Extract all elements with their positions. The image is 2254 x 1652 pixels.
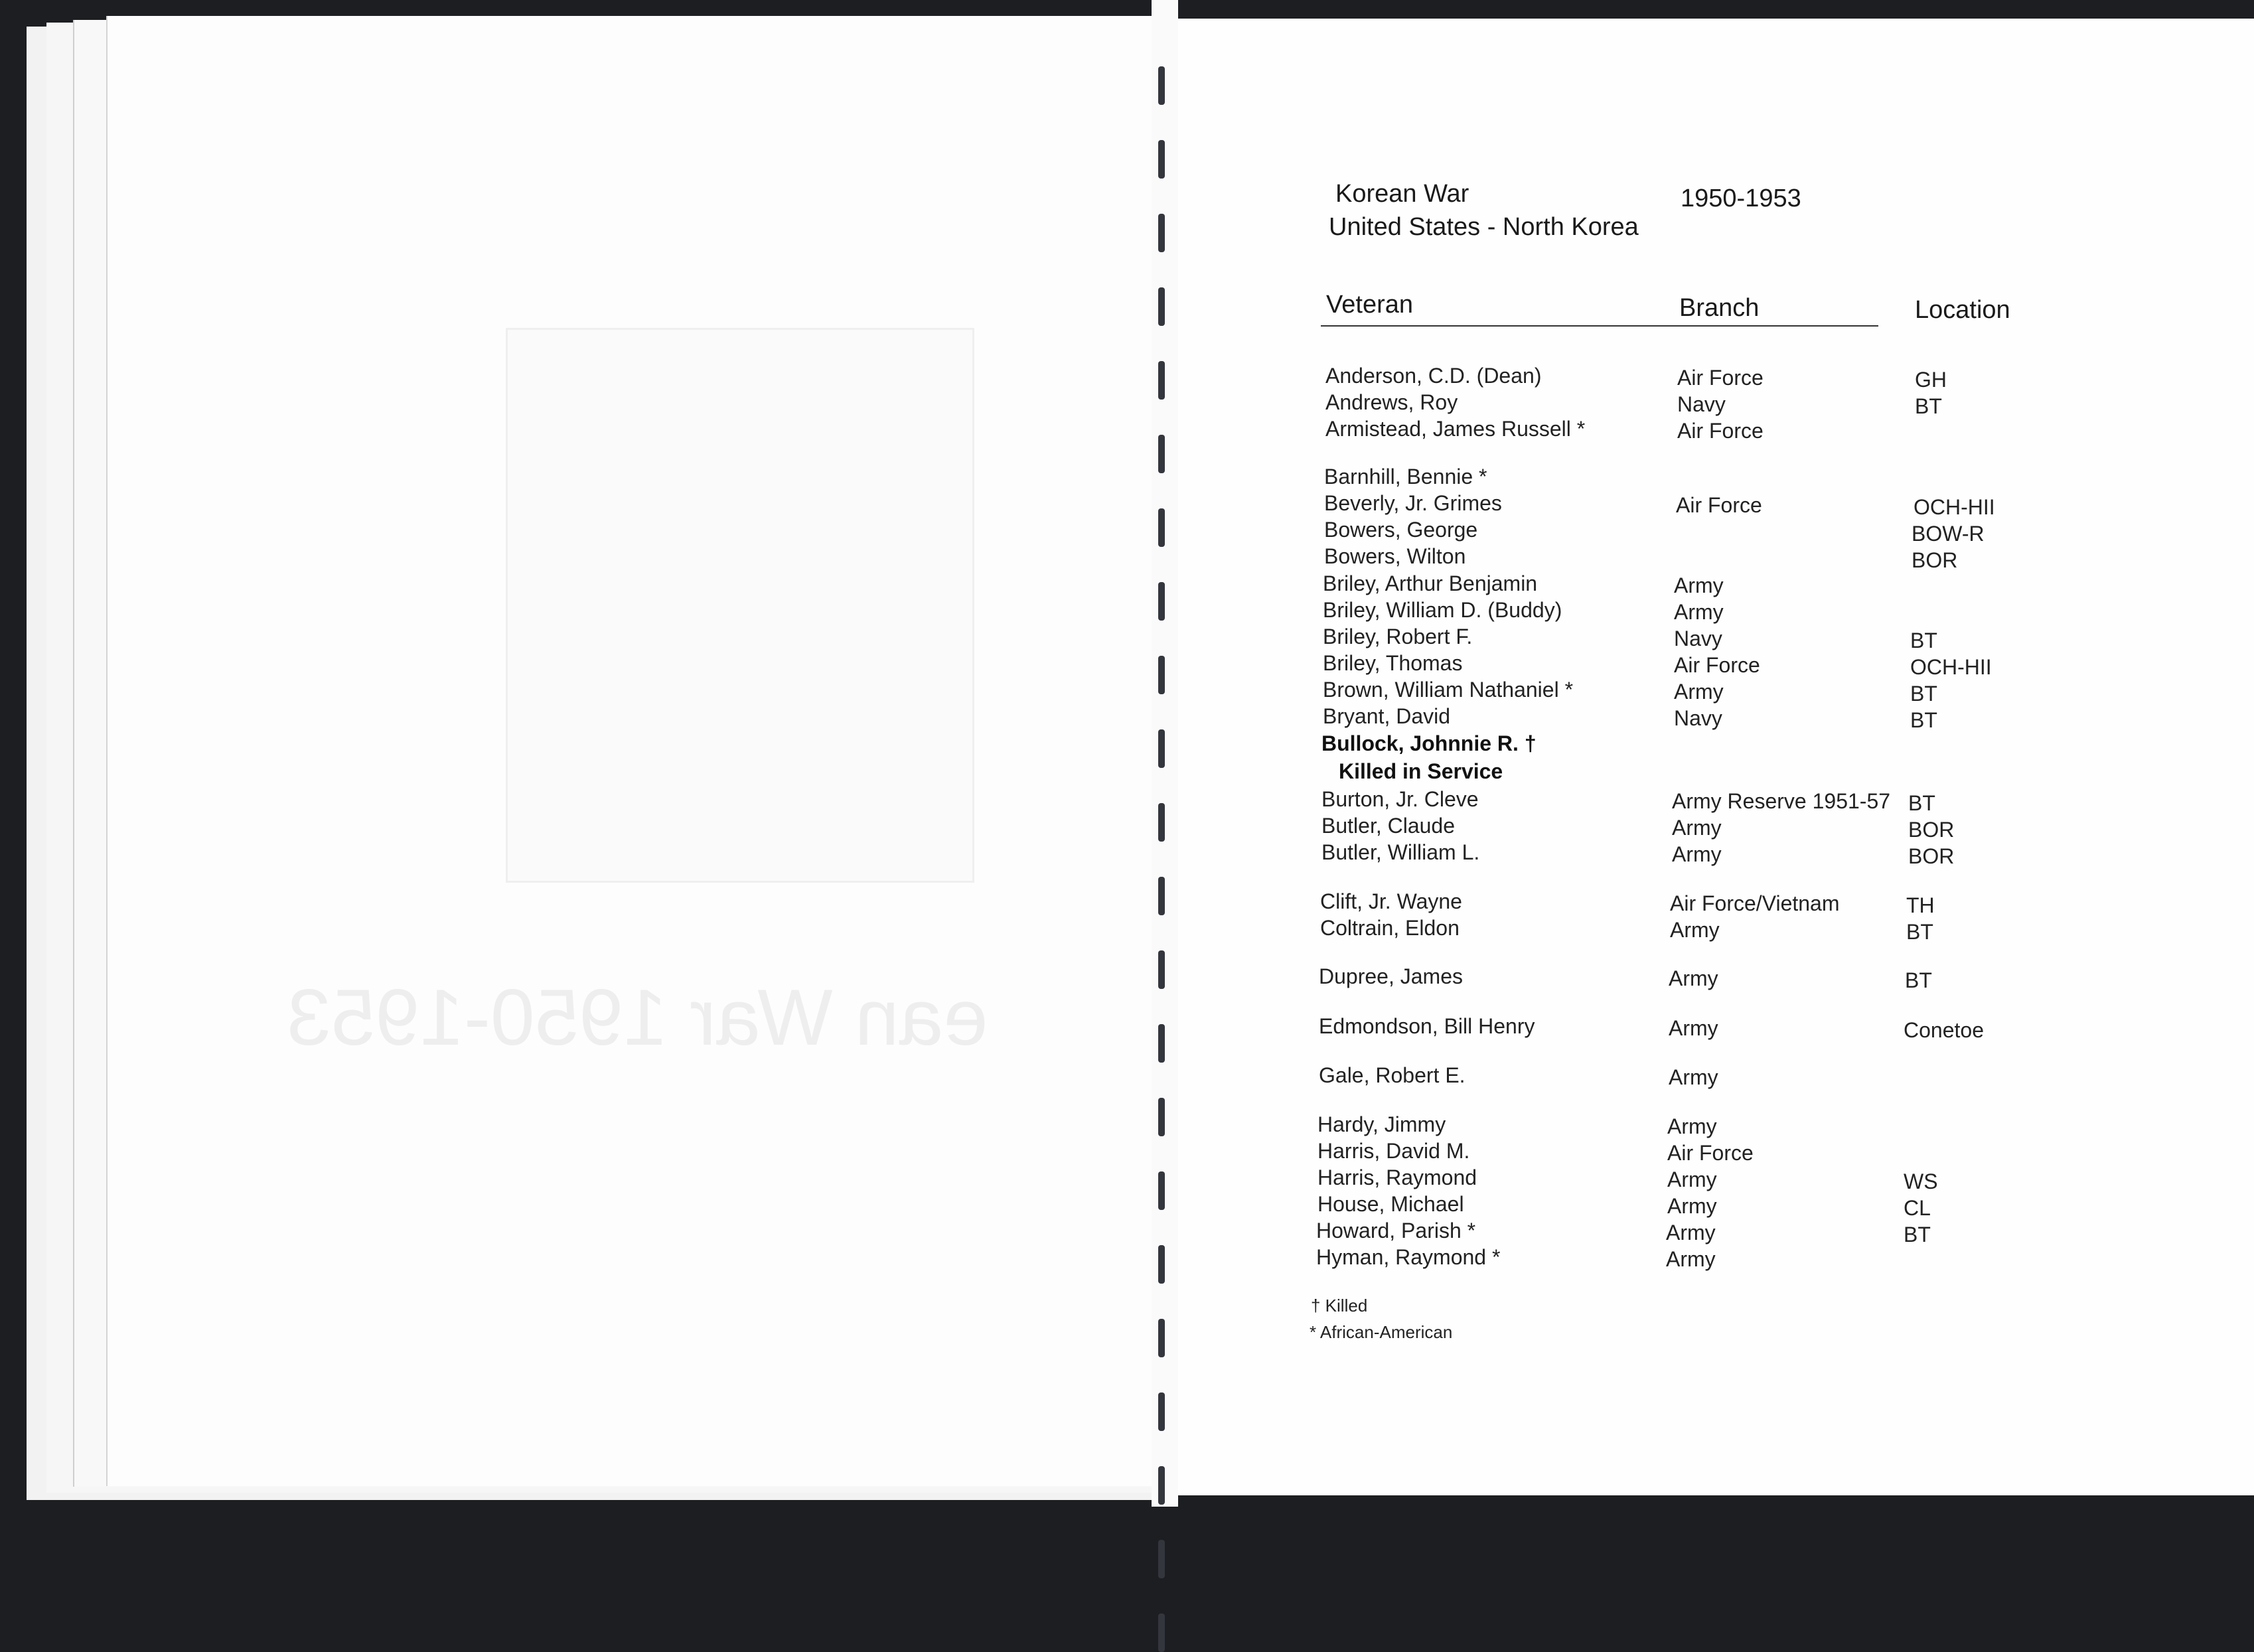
cell-branch: Army — [1667, 1167, 1717, 1191]
legend-african-american: * African-American — [1310, 1322, 1453, 1342]
show-through-text: ean War 1950-1953 — [287, 973, 988, 1062]
binding-coil — [1158, 1098, 1165, 1136]
binding-coil — [1158, 435, 1165, 473]
column-header-veteran: Veteran — [1326, 291, 1413, 319]
cell-name: Brown, William Nathaniel * — [1323, 678, 1574, 702]
column-header-location: Location — [1915, 296, 2010, 324]
cell-name: Armistead, James Russell * — [1325, 417, 1586, 441]
cell-branch: Navy — [1674, 627, 1722, 650]
left-page — [106, 16, 1163, 1486]
spiral-binding — [1152, 0, 1178, 1507]
binding-coil — [1158, 1319, 1165, 1357]
cell-name: Dupree, James — [1319, 964, 1463, 988]
cell-branch: Air Force — [1667, 1141, 1754, 1165]
cell-name: Butler, William L. — [1321, 840, 1480, 864]
right-page — [1178, 19, 2254, 1495]
cell-branch: Army Reserve 1951-57 — [1672, 789, 1891, 813]
cell-name: Briley, Robert F. — [1323, 625, 1473, 648]
cell-name: Briley, Thomas — [1323, 651, 1463, 675]
cell-name: Edmondson, Bill Henry — [1319, 1014, 1535, 1038]
binding-coil — [1158, 214, 1165, 252]
cell-branch: Army — [1672, 816, 1722, 840]
show-through-photo-frame — [506, 328, 974, 883]
cell-name: Hardy, Jimmy — [1317, 1112, 1446, 1136]
cell-name: Andrews, Roy — [1325, 390, 1458, 414]
binding-coil — [1158, 1540, 1165, 1578]
cell-location: GH — [1915, 368, 1947, 392]
cell-location: OCH-HII — [1910, 655, 1992, 679]
binding-coil — [1158, 803, 1165, 842]
cell-name: Briley, Arthur Benjamin — [1323, 571, 1538, 595]
binding-coil — [1158, 140, 1165, 179]
legend-killed: † Killed — [1311, 1296, 1368, 1315]
cell-name: Butler, Claude — [1321, 814, 1456, 838]
cell-location: BT — [1910, 682, 1937, 706]
cell-branch: Army — [1669, 1065, 1718, 1089]
cell-location: BOR — [1912, 548, 1958, 572]
cell-branch: Navy — [1677, 392, 1726, 416]
cell-name: Bryant, David — [1323, 704, 1451, 728]
cell-location: BT — [1915, 394, 1942, 418]
cell-location: WS — [1904, 1169, 1938, 1193]
cell-name: Bowers, George — [1324, 518, 1478, 542]
cell-location: BOW-R — [1912, 522, 1985, 546]
cell-branch: Army — [1666, 1247, 1716, 1271]
cell-location: OCH-HII — [1914, 495, 1995, 519]
cell-location: CL — [1904, 1196, 1931, 1220]
cell-name: Harris, David M. — [1317, 1139, 1470, 1163]
binding-coil — [1158, 287, 1165, 326]
cell-name: Bowers, Wilton — [1324, 544, 1466, 568]
cell-name: Howard, Parish * — [1316, 1219, 1476, 1242]
cell-name: Hyman, Raymond * — [1316, 1245, 1501, 1269]
cell-location: Conetoe — [1904, 1018, 1984, 1042]
cell-location: BT — [1910, 708, 1937, 732]
cell-location: BOR — [1908, 818, 1955, 842]
page-subtitle: United States - North Korea — [1329, 213, 1639, 241]
cell-name: Killed in Service — [1339, 759, 1503, 783]
binding-coil — [1158, 656, 1165, 694]
cell-branch: Army — [1669, 1016, 1718, 1040]
cell-location: BOR — [1908, 844, 1955, 868]
cell-location: BT — [1906, 920, 1933, 944]
binding-coil — [1158, 66, 1165, 105]
binding-coil — [1158, 1466, 1165, 1505]
header-rule — [1321, 325, 1878, 327]
cell-branch: Army — [1672, 842, 1722, 866]
cell-branch: Army — [1666, 1221, 1716, 1244]
cell-name: Gale, Robert E. — [1319, 1063, 1465, 1087]
cell-name: Clift, Jr. Wayne — [1320, 889, 1462, 913]
cell-branch: Air Force — [1676, 493, 1762, 517]
cell-branch: Air Force — [1677, 366, 1764, 390]
binding-coil — [1158, 1024, 1165, 1063]
page-years: 1950-1953 — [1681, 185, 1801, 212]
cell-location: BT — [1910, 629, 1937, 652]
cell-branch: Army — [1667, 1114, 1717, 1138]
binding-coil — [1158, 582, 1165, 621]
cell-name: House, Michael — [1317, 1192, 1464, 1216]
cell-branch: Army — [1674, 573, 1724, 597]
column-header-branch: Branch — [1679, 294, 1760, 322]
cell-branch: Army — [1670, 918, 1720, 942]
cell-branch: Army — [1674, 600, 1724, 624]
cell-branch: Air Force/Vietnam — [1670, 891, 1840, 915]
binding-coil — [1158, 877, 1165, 915]
cell-name: Briley, William D. (Buddy) — [1323, 598, 1562, 622]
binding-coil — [1158, 508, 1165, 547]
cell-name: Beverly, Jr. Grimes — [1324, 491, 1502, 515]
binding-coil — [1158, 1614, 1165, 1652]
cell-location: BT — [1904, 1223, 1931, 1246]
cell-location: TH — [1906, 893, 1935, 917]
binding-coil — [1158, 1392, 1165, 1431]
binding-coil — [1158, 729, 1165, 768]
cell-name: Anderson, C.D. (Dean) — [1325, 364, 1542, 388]
binding-coil — [1158, 950, 1165, 989]
cell-branch: Air Force — [1674, 653, 1760, 677]
cell-location: BT — [1908, 791, 1935, 815]
cell-name: Barnhill, Bennie * — [1324, 465, 1487, 488]
binding-coil — [1158, 1245, 1165, 1284]
cell-branch: Army — [1667, 1194, 1717, 1218]
cell-name: Bullock, Johnnie R. † — [1321, 731, 1537, 755]
binding-coil — [1158, 1171, 1165, 1210]
cell-location: BT — [1905, 968, 1932, 992]
cell-branch: Navy — [1674, 706, 1722, 730]
cell-name: Burton, Jr. Cleve — [1321, 787, 1479, 811]
cell-name: Harris, Raymond — [1317, 1165, 1477, 1189]
cell-name: Coltrain, Eldon — [1320, 916, 1460, 940]
cell-branch: Army — [1674, 680, 1724, 704]
cell-branch: Air Force — [1677, 419, 1764, 443]
page-title: Korean War — [1335, 180, 1469, 208]
cell-branch: Army — [1669, 966, 1718, 990]
binding-coil — [1158, 361, 1165, 400]
